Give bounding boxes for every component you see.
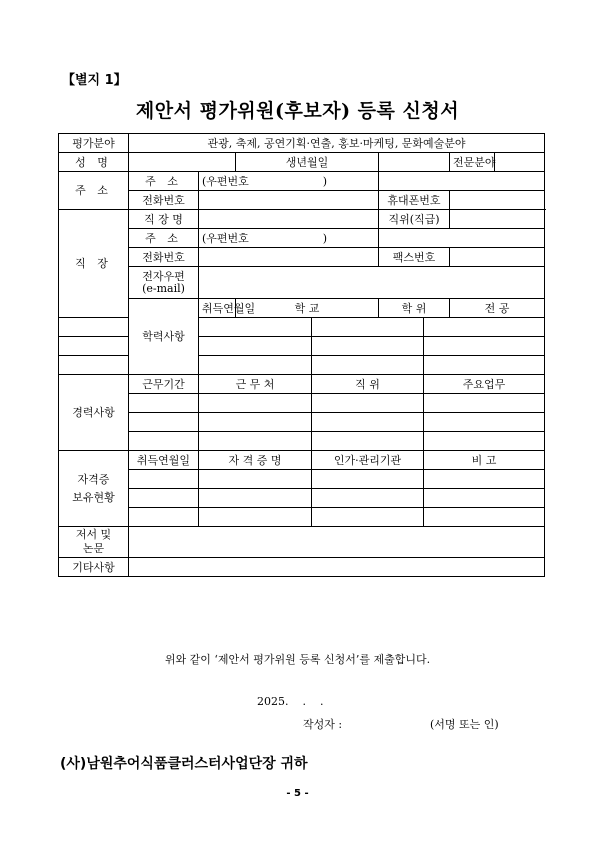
birth-field[interactable] [379, 153, 450, 172]
name-field[interactable] [129, 153, 236, 172]
qualification-cell[interactable] [424, 470, 545, 489]
education-header-major: 전 공 [450, 299, 545, 318]
signature-label: (서명 또는 인) [430, 718, 499, 731]
field-value: 관광, 축제, 공연기획·연출, 홍보·마케팅, 문화예술분야 [129, 134, 545, 153]
work-postal-suffix: ) [322, 231, 328, 245]
work-postal-prefix: (우편번호 [202, 231, 249, 245]
application-form-table [58, 133, 545, 577]
education-cell[interactable] [312, 318, 424, 337]
qualification-cell[interactable] [199, 470, 312, 489]
submission-date: 2025. . . [257, 695, 324, 708]
education-cell[interactable] [312, 356, 424, 375]
career-header-duties: 주요업무 [424, 375, 545, 394]
education-cell[interactable] [59, 337, 129, 356]
publication-label-line-2: 논문 [82, 542, 105, 555]
career-header-period: 근무기간 [129, 375, 199, 394]
qualification-cell[interactable] [312, 508, 424, 527]
page-title: 제안서 평가위원(후보자) 등록 신청서 [135, 100, 460, 122]
qualification-cell[interactable] [199, 489, 312, 508]
qualification-section-label [59, 451, 129, 527]
qualification-cell[interactable] [129, 470, 199, 489]
work-phone-label: 전화번호 [129, 248, 199, 267]
qualification-cell[interactable] [312, 470, 424, 489]
education-header-date: 취득연월일 [199, 299, 236, 318]
workplace-name-label: 직 장 명 [129, 210, 199, 229]
career-cell[interactable] [312, 413, 424, 432]
qualification-header-name: 자 격 증 명 [199, 451, 312, 470]
publication-field[interactable] [129, 527, 545, 558]
education-header-degree: 학 위 [379, 299, 450, 318]
email-label [129, 267, 199, 299]
qualification-header-authority: 인가·관리기관 [312, 451, 424, 470]
qualification-header-date: 취득연월일 [129, 451, 199, 470]
career-cell[interactable] [199, 413, 312, 432]
education-section-label: 학력사항 [129, 299, 199, 375]
career-header-workplace: 근 무 처 [199, 375, 312, 394]
name-label: 성 명 [59, 153, 129, 172]
education-cell[interactable] [424, 356, 545, 375]
education-cell[interactable] [424, 337, 545, 356]
career-cell[interactable] [199, 394, 312, 413]
career-cell[interactable] [129, 394, 199, 413]
writer-label: 작성자 : [303, 718, 343, 731]
work-phone-field[interactable] [199, 248, 379, 267]
work-postal-field[interactable] [199, 229, 379, 248]
career-cell[interactable] [199, 432, 312, 451]
career-cell[interactable] [129, 413, 199, 432]
postal-suffix: ) [322, 174, 328, 188]
qualification-cell[interactable] [129, 508, 199, 527]
addressee: (사)남원추어식품클러스터사업단장 귀하 [60, 756, 308, 772]
other-field[interactable] [129, 558, 545, 577]
other-label: 기타사항 [59, 558, 129, 577]
education-cell[interactable] [59, 356, 129, 375]
address-section-label: 주 소 [59, 172, 129, 210]
career-cell[interactable] [424, 432, 545, 451]
email-label-line-1: 전자우편 [142, 269, 185, 283]
career-cell[interactable] [424, 413, 545, 432]
education-cell[interactable] [424, 318, 545, 337]
publication-label-line-1: 저서 및 [75, 528, 112, 541]
education-cell[interactable] [199, 356, 312, 375]
qualification-header-remarks: 비 고 [424, 451, 545, 470]
career-cell[interactable] [424, 394, 545, 413]
address-label: 주 소 [129, 172, 199, 191]
qualification-cell[interactable] [129, 489, 199, 508]
field-label: 평가분야 [59, 134, 129, 153]
address-postal-field[interactable] [199, 172, 379, 191]
email-label-line-2: (e-mail) [142, 281, 185, 295]
career-section-label: 경력사항 [59, 375, 129, 451]
education-cell[interactable] [312, 337, 424, 356]
mobile-label: 휴대폰번호 [379, 191, 450, 210]
career-cell[interactable] [312, 394, 424, 413]
workplace-section-label: 직 장 [59, 210, 129, 318]
fax-field[interactable] [450, 248, 545, 267]
postal-prefix: (우편번호 [202, 174, 249, 188]
qualification-label-line-2: 보유현황 [72, 490, 115, 504]
submission-statement: 위와 같이 ‘제안서 평가위원 등록 신청서’를 제출합니다. [164, 653, 431, 666]
mobile-field[interactable] [450, 191, 545, 210]
work-address-detail-field[interactable] [379, 229, 545, 248]
career-header-position: 직 위 [312, 375, 424, 394]
email-field[interactable] [199, 267, 545, 299]
qualification-cell[interactable] [312, 489, 424, 508]
address-detail-field[interactable] [379, 172, 545, 191]
workplace-name-field[interactable] [199, 210, 379, 229]
home-phone-field[interactable] [199, 191, 379, 210]
position-field[interactable] [450, 210, 545, 229]
birth-label: 생년월일 [236, 153, 379, 172]
qualification-cell[interactable] [424, 508, 545, 527]
career-cell[interactable] [312, 432, 424, 451]
qualification-cell[interactable] [199, 508, 312, 527]
specialty-label: 전문분야 [450, 153, 495, 172]
education-cell[interactable] [199, 337, 312, 356]
page-number: - 5 - [286, 788, 309, 799]
publication-label [59, 527, 129, 558]
annex-label: 【별지 1】 [62, 73, 127, 88]
home-phone-label: 전화번호 [129, 191, 199, 210]
work-address-label: 주 소 [129, 229, 199, 248]
specialty-field[interactable] [495, 153, 545, 172]
education-cell[interactable] [199, 318, 312, 337]
education-header-school: 학 교 [236, 299, 379, 318]
education-cell[interactable] [59, 318, 129, 337]
position-label: 직위(직급) [379, 210, 450, 229]
qualification-label-line-1: 자격증 [77, 472, 110, 486]
career-cell[interactable] [129, 432, 199, 451]
fax-label: 팩스번호 [379, 248, 450, 267]
qualification-cell[interactable] [424, 489, 545, 508]
